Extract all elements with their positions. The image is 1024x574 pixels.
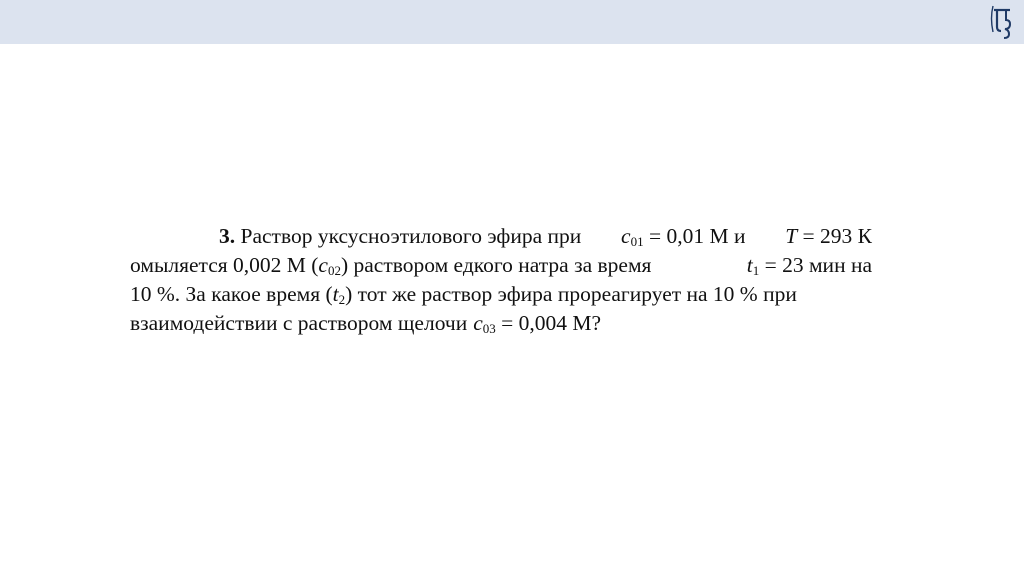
university-monogram-icon	[986, 0, 1016, 44]
problem-number: 3.	[219, 224, 236, 248]
problem-text	[130, 222, 872, 338]
problem-line-1: 3. Раствор уксусноэтилового эфира при $c_{01} = 0,01$ М и T = 293 К	[219, 224, 872, 249]
problem-line-2: омыляется 0,002 М $(c_{02})$ раствором едкого натра за время $t_1 = 23$ мин на	[130, 253, 872, 278]
problem-line-3: 10 %. За какое время $(t_2)$ тот же раствор эфира прореагирует на 10 % при	[130, 282, 797, 307]
problem-line-4: взаимодействии с раствором щелочи $c_{03} = 0,004$ М?	[130, 311, 602, 336]
header-band	[0, 0, 1024, 44]
